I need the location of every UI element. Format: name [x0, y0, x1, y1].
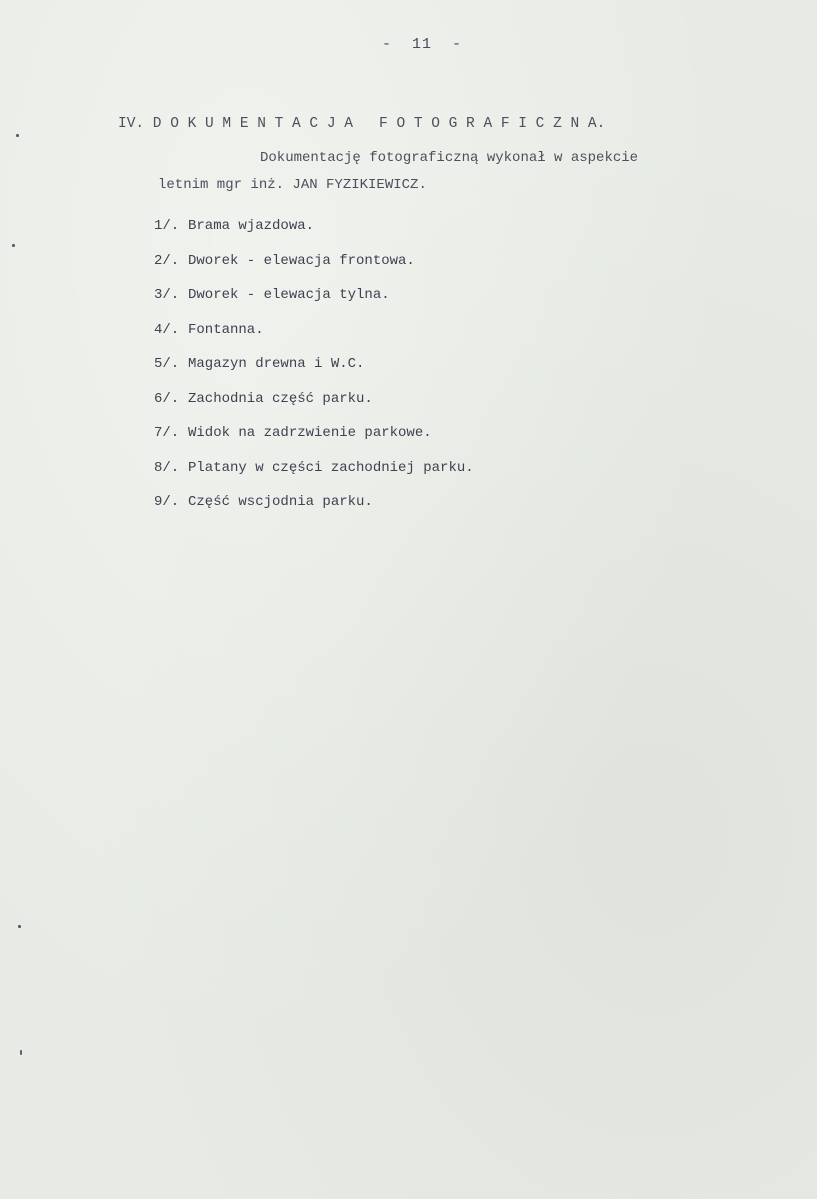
item-text: Dworek - elewacja frontowa.: [188, 252, 415, 269]
list-item: [154, 425, 474, 460]
scan-speck: [18, 925, 21, 928]
item-text: Zachodnia część parku.: [188, 390, 373, 407]
item-text: Platany w części zachodniej parku.: [188, 459, 474, 476]
item-number: 4/.: [154, 321, 180, 338]
item-text: Widok na zadrzwienie parkowe.: [188, 425, 432, 441]
item-text: Brama wjazdowa.: [188, 218, 315, 234]
item-number: 5/.: [154, 356, 180, 372]
scan-speck: [12, 244, 15, 247]
item-number: 6/.: [154, 390, 180, 407]
item-number: 9/.: [154, 494, 180, 510]
item-number: 1/.: [154, 218, 180, 234]
photo-list: [154, 218, 474, 529]
list-item: [154, 460, 474, 495]
item-number: 2/.: [154, 252, 180, 269]
list-item: [154, 322, 474, 357]
item-text: Magazyn drewna i W.C.: [188, 356, 365, 372]
list-item: [154, 287, 474, 322]
item-text: Fontanna.: [188, 321, 264, 338]
list-item: [154, 218, 474, 253]
list-item: [154, 356, 474, 391]
intro-line-1: Dokumentację fotograficzną wykonał w aspekcie: [260, 150, 639, 166]
item-text: Część wscjodnia parku.: [188, 494, 373, 510]
scan-speck: [20, 1050, 22, 1055]
item-number: 3/.: [154, 287, 180, 303]
item-number: 7/.: [154, 425, 180, 441]
page-number: - 11 -: [382, 36, 463, 53]
item-text: Dworek - elewacja tylna.: [188, 287, 390, 303]
list-item: [154, 391, 474, 426]
item-number: 8/.: [154, 459, 180, 476]
scan-speck: [16, 134, 19, 137]
section-heading: IV. D O K U M E N T A C J A F O T O G R A F I C Z N A.: [118, 116, 606, 132]
list-item: [154, 494, 474, 529]
intro-line-2: letnim mgr inż. JAN FYZIKIEWICZ.: [158, 177, 427, 193]
list-item: [154, 253, 474, 288]
